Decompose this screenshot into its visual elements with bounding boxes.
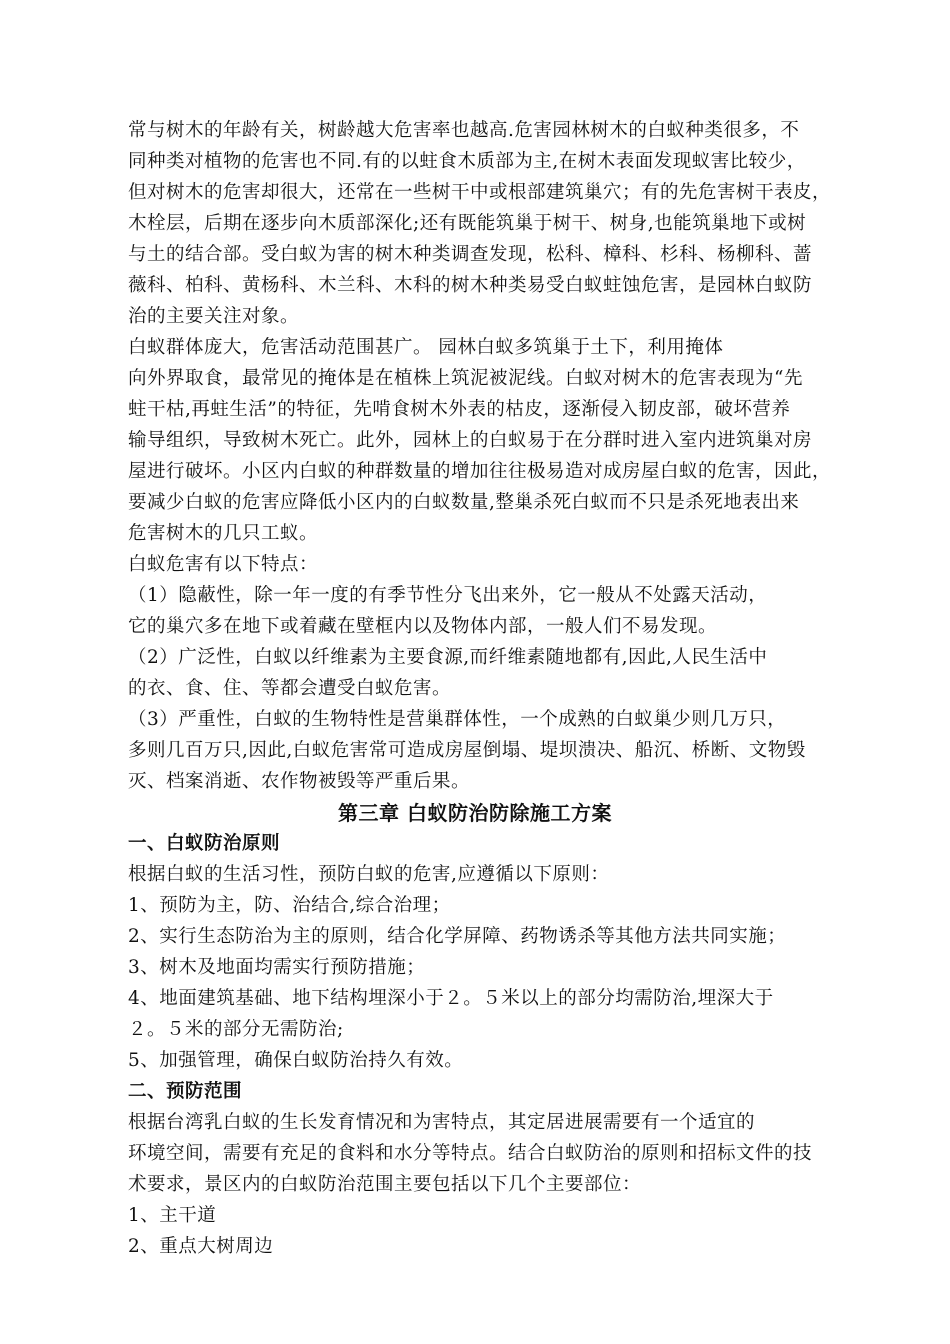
paragraph-line: 蛀干枯,再蛀生活”的特征，先啃食树木外表的枯皮，逐渐侵入韧皮部，破坏营养 — [128, 399, 791, 420]
list-item: 2、实行生态防治为主的原则，结合化学屏障、药物诱杀等其他方法共同实施； — [128, 926, 787, 947]
list-item: 3、树木及地面均需实行预防措施； — [128, 957, 426, 978]
paragraph-line: 输导组织，导致树木死亡。此外，园林上的白蚁易于在分群时进入室内进筑巢对房 — [128, 430, 813, 451]
paragraph-line: 同种类对植物的危害也不同.有的以蛀食木质部为主,在树木表面发现蚁害比较少， — [128, 151, 806, 172]
paragraph-line: 向外界取食，最常见的掩体是在植株上筑泥被泥线。白蚁对树木的危害表现为“先 — [128, 368, 803, 389]
paragraph-line: 木栓层，后期在逐步向木质部深化;还有既能筑巢于树干、树身,也能筑巢地下或树 — [128, 213, 807, 234]
paragraph-line: 环境空间，需要有充足的食料和水分等特点。结合白蚁防治的原则和招标文件的技 — [128, 1143, 813, 1164]
list-item: 2、重点大树周边 — [128, 1236, 274, 1257]
list-item: 4、地面建筑基础、地下结构埋深小于２。５米以上的部分均需防治,埋深大于 — [128, 988, 774, 1009]
section-heading: 一、白蚁防治原则 — [128, 833, 281, 854]
paragraph-line: 危害树木的几只工蚁。 — [128, 523, 319, 544]
paragraph-line: 的衣、食、住、等都会遭受白蚁危害。 — [128, 678, 452, 699]
list-item: 5、加强管理，确保白蚁防治持久有效。 — [128, 1050, 464, 1071]
paragraph-line: 薇科、柏科、黄杨科、木兰科、木科的树木种类易受白蚁蛀蚀危害，是园林白蚁防 — [128, 275, 813, 296]
section-heading: 二、预防范围 — [128, 1081, 243, 1102]
list-item: 1、主干道 — [128, 1205, 217, 1226]
chapter-title: 第三章 白蚁防治防除施工方案 — [338, 801, 612, 825]
paragraph-line: 它的巢穴多在地下或着藏在壁框内以及物体内部，一般人们不易发现。 — [128, 616, 718, 637]
paragraph-line: （1）隐蔽性，除一年一度的有季节性分飞出来外，它一般从不处露天活动， — [128, 585, 768, 606]
list-item: 1、预防为主，防、治结合,综合治理； — [128, 895, 451, 916]
paragraph-line: 术要求，景区内的白蚁防治范围主要包括以下几个主要部位： — [128, 1174, 642, 1195]
paragraph-line: 灭、档案消逝、农作物被毁等严重后果。 — [128, 771, 471, 792]
paragraph-line: （2）广泛性，白蚁以纤维素为主要食源,而纤维素随地都有,因此,人民生活中 — [128, 647, 768, 668]
paragraph-line: （3）严重性，白蚁的生物特性是营巢群体性，一个成熟的白蚁巢少则几万只， — [128, 709, 787, 730]
list-item: ２。５米的部分无需防治; — [128, 1019, 344, 1040]
paragraph-line: 多则几百万只,因此,白蚁危害常可造成房屋倒塌、堤坝溃决、船沉、桥断、文物毁 — [128, 740, 806, 761]
paragraph-line: 白蚁危害有以下特点： — [128, 554, 319, 575]
section-intro: 根据白蚁的生活习性，预防白蚁的危害,应遵循以下原则： — [128, 864, 610, 885]
paragraph-line: 白蚁群体庞大，危害活动范围甚广。 园林白蚁多筑巢于土下，利用掩体 — [128, 337, 724, 358]
paragraph-line: 要减少白蚁的危害应降低小区内的白蚁数量,整巢杀死白蚁而不只是杀死地表出来 — [128, 492, 800, 513]
paragraph-line: 治的主要关注对象。 — [128, 306, 300, 327]
paragraph-line: 与土的结合部。受白蚁为害的树木种类调查发现，松科、樟科、杉科、杨柳科、蔷 — [128, 244, 813, 265]
paragraph-line: 根据台湾乳白蚁的生长发育情况和为害特点，其定居进展需要有一个适宜的 — [128, 1112, 756, 1133]
paragraph-line: 常与树木的年龄有关，树龄越大危害率也越高.危害园林树木的白蚁种类很多，不 — [128, 120, 800, 141]
paragraph-line: 屋进行破坏。小区内白蚁的种群数量的增加往往极易造对成房屋白蚁的危害，因此， — [128, 461, 832, 482]
paragraph-line: 但对树木的危害却很大，还常在一些树干中或根部建筑巢穴；有的先危害树干表皮， — [128, 182, 832, 203]
